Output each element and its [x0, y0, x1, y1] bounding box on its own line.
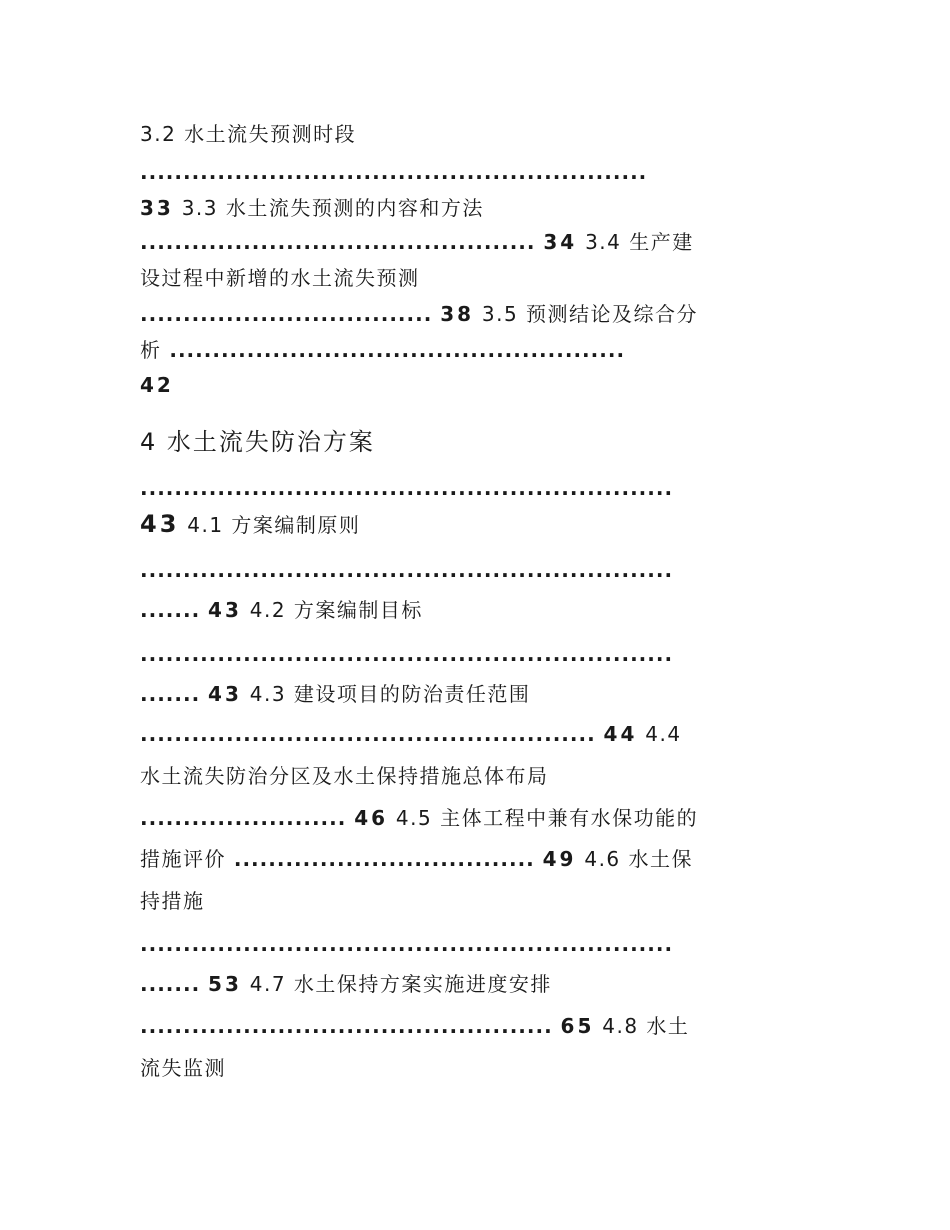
- toc-page-number: 49: [542, 847, 577, 871]
- toc-leader-dots: ........................: [140, 806, 347, 830]
- toc-line: [140, 970, 552, 998]
- toc-line: [140, 720, 682, 748]
- toc-entry-title: 4.5 主体工程中兼有水保功能的: [395, 806, 699, 830]
- toc-line: [140, 264, 420, 292]
- toc-entry-title: 4.2 方案编制目标: [249, 598, 423, 622]
- toc-page-number: 44: [603, 722, 638, 746]
- toc-leader-dots: .....................................................: [169, 338, 626, 362]
- toc-line: [140, 474, 673, 502]
- toc-leader-dots: ..............................................: [140, 230, 536, 254]
- toc-line: [140, 371, 174, 399]
- toc-entry-title: 流失监测: [140, 1056, 226, 1080]
- toc-entry-title: 措施评价: [140, 847, 226, 871]
- toc-entry-title: 3.5 预测结论及综合分: [481, 302, 699, 326]
- toc-line: [140, 640, 673, 668]
- toc-leader-dots: ..............................................................: [140, 558, 674, 582]
- toc-line: [140, 300, 698, 328]
- toc-entry-title: 4.6 水土保: [584, 847, 694, 871]
- toc-line: [140, 680, 530, 708]
- toc-line: [140, 336, 625, 364]
- toc-page-number: 43: [208, 682, 242, 706]
- toc-entry-title: 持措施: [140, 889, 205, 913]
- toc-entry-title: 水土流失防治分区及水土保持措施总体布局: [140, 764, 549, 788]
- toc-leader-dots: ...................................: [233, 847, 535, 871]
- toc-entry-title: 4.1 方案编制原则: [187, 513, 361, 537]
- toc-entry-title: 3.2 水土流失预测时段: [140, 122, 357, 146]
- toc-line: [140, 556, 673, 584]
- toc-page-number: 53: [208, 972, 242, 996]
- toc-entry-title: 4 水土流失防治方案: [140, 428, 375, 456]
- toc-line: [140, 194, 484, 222]
- toc-entry-title: 4.4: [645, 722, 682, 746]
- toc-leader-dots: .......: [140, 598, 201, 622]
- toc-entry-title: 4.7 水土保持方案实施进度安排: [249, 972, 552, 996]
- toc-leader-dots: .....................................................: [140, 722, 596, 746]
- toc-entry-title: 4.8 水土: [602, 1014, 690, 1038]
- toc-line: [140, 804, 698, 832]
- toc-line: [140, 762, 549, 790]
- toc-leader-dots: .......: [140, 972, 201, 996]
- toc-line: [140, 158, 647, 186]
- toc-line: [140, 887, 205, 915]
- toc-leader-dots: ..................................: [140, 302, 433, 326]
- toc-page-number: 38: [440, 302, 475, 326]
- toc-line: [140, 596, 423, 624]
- toc-leader-dots: .......: [140, 682, 201, 706]
- toc-entry-title: 4.3 建设项目的防治责任范围: [249, 682, 531, 706]
- toc-page-number: 43: [140, 510, 180, 538]
- toc-line: [140, 228, 694, 256]
- toc-entry-title: 设过程中新增的水土流失预测: [140, 266, 420, 290]
- toc-page-number: 65: [560, 1014, 595, 1038]
- toc-entry-title: 3.3 水土流失预测的内容和方法: [181, 196, 484, 220]
- toc-line: [140, 120, 356, 148]
- toc-leader-dots: ..............................................................: [140, 642, 674, 666]
- toc-line: [140, 930, 673, 958]
- toc-page-number: 33: [140, 196, 174, 220]
- toc-entry-title: 3.4 生产建: [585, 230, 694, 254]
- toc-line: [140, 1054, 226, 1082]
- toc-line: [140, 1012, 689, 1040]
- toc-line: [140, 510, 360, 539]
- toc-page-number: 46: [354, 806, 389, 830]
- toc-page-number: 43: [208, 598, 242, 622]
- toc-page-number: 42: [140, 373, 174, 397]
- toc-page-number: 34: [543, 230, 578, 254]
- toc-entry-title: 析: [140, 338, 162, 362]
- toc-chapter-heading: [140, 426, 375, 458]
- toc-leader-dots: ................................................: [140, 1014, 553, 1038]
- toc-leader-dots: ..............................................................: [140, 476, 674, 500]
- toc-line: [140, 845, 693, 873]
- toc-leader-dots: ..............................................................: [140, 932, 674, 956]
- toc-leader-dots: ...........................................................: [140, 160, 648, 184]
